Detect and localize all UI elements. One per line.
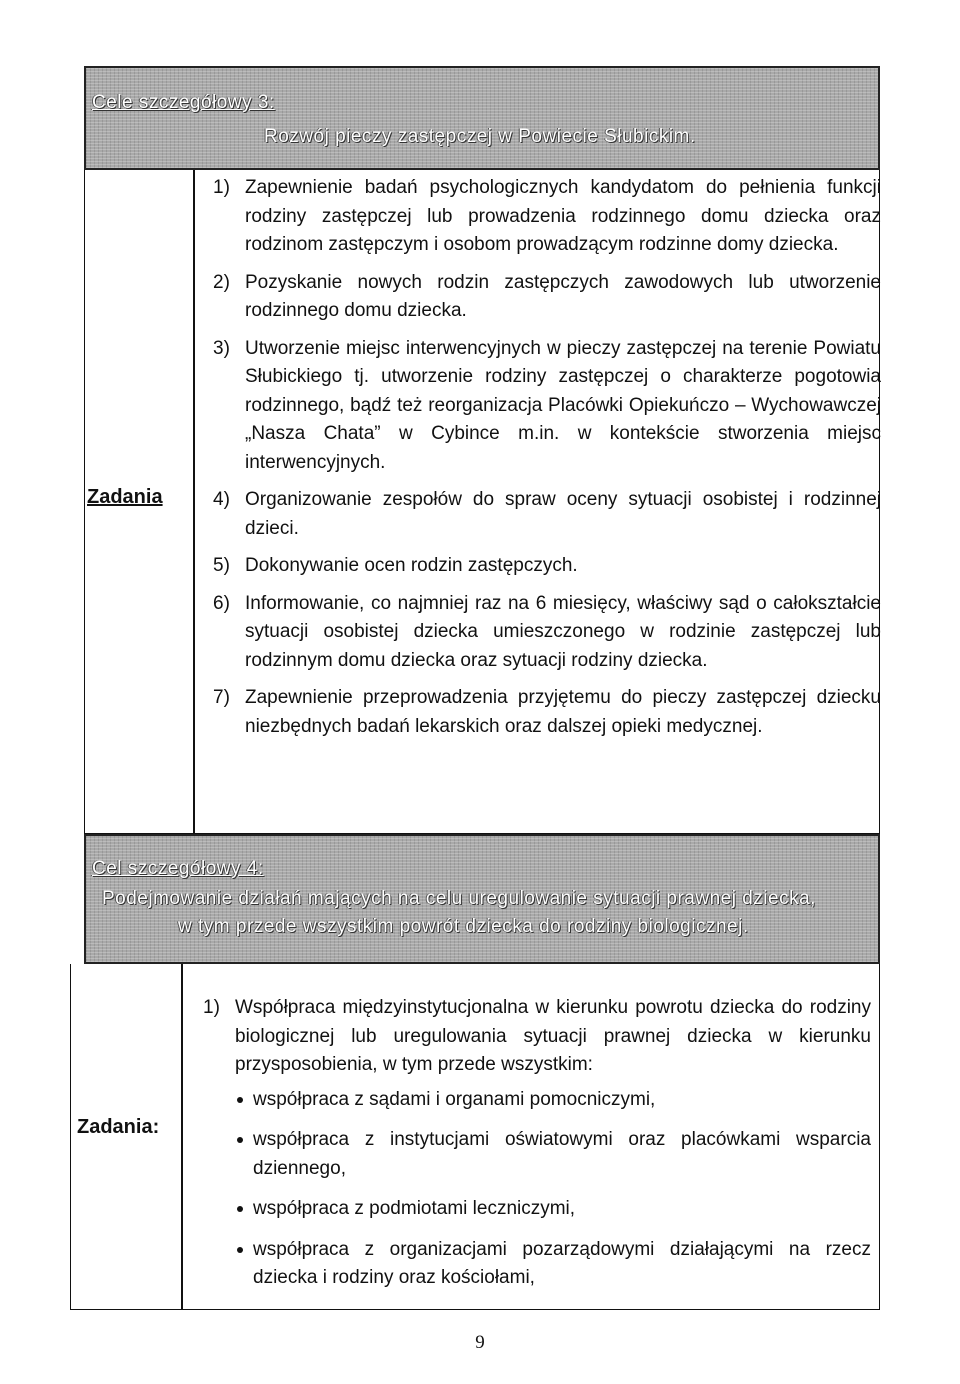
column-divider	[193, 170, 195, 833]
bullet-icon	[237, 1206, 243, 1212]
goal3-subtitle: Rozwój pieczy zastępczej w Powiecie Słubickim.	[264, 126, 696, 147]
task-item: 2) Pozyskanie nowych rodzin zastępczych zawodowych lub utworzenie rodzinnego domu dziecka.	[213, 271, 881, 321]
bullet-icon	[237, 1137, 243, 1143]
goal4-banner	[84, 834, 880, 964]
task-item: 7) Zapewnienie przeprowadzenia przyjętemu do pieczy zastępczej dziecku niezbędnych badań lekarskich oraz dalszej opieki medycznej.	[213, 687, 881, 737]
goal4-subtitle-line2: w tym przede wszystkim powrót dziecka do rodziny biologicznej.	[178, 916, 749, 937]
bullet-list	[235, 1086, 871, 1293]
bullet-item: współpraca z sądami i organami pomocniczymi,	[235, 1086, 871, 1115]
goal4-subtitle-line1: Podejmowanie działań mających na celu uregulowanie sytuacji prawnej dziecka,	[102, 888, 816, 909]
bullet-item: współpraca z podmiotami leczniczymi,	[235, 1195, 871, 1224]
task-item: 3) Utworzenie miejsc interwencyjnych w pieczy zastępczej na terenie Powiatu Słubickiego tj. utworzenie rodziny zastępczej o charakterze pogotowia rodzinnego, bądź też reorganizacja Placówki Opiekuńczo – Wychowawczej „Nasza Chata” w Cybince m.in. w kontekście stworzenia miejsc interwencyjnych.	[213, 337, 881, 473]
goal3-banner	[84, 66, 880, 170]
goal4-title: Cel szczegółowy 4:	[92, 858, 264, 879]
task-item: 4) Organizowanie zespołów do spraw oceny sytuacji osobistej i rodzinnej dzieci.	[213, 489, 881, 539]
task-item: 5) Dokonywanie ocen rodzin zastępczych.	[213, 555, 578, 576]
bullet-item: współpraca z organizacjami pozarządowymi działającymi na rzecz dziecka i rodziny oraz kościołami,	[235, 1236, 871, 1293]
tasks-label: Zadania	[87, 486, 163, 508]
task-item: 1) Współpraca międzyinstytucjonalna w kierunku powrotu dziecka do rodziny biologicznej lub uregulowania sytuacji prawnej dziecka w kierunku przysposobienia, w tym przede wszystkim: współpraca z sądami i organami pomocniczymi, współpraca z instytucjami oświatowymi oraz placówkami wsparcia dziennego, współpraca z podmiotami leczniczymi, współpraca z organizacjami pozarządowymi działającymi na rzecz dziecka i rodziny oraz kościołami,	[203, 994, 871, 1293]
tasks-label: Zadania:	[77, 1116, 160, 1138]
task-item: 1) Zapewnienie badań psychologicznych kandydatom do pełnienia funkcji rodziny zastępczej lub prowadzenia rodzinnego domu dziecka oraz rodzinom zastępczym i osobom prowadzącym rodzinne domy dziecka.	[213, 177, 881, 255]
goal4-task-list	[203, 994, 871, 1305]
column-divider	[181, 964, 183, 1309]
bullet-item: współpraca z instytucjami oświatowymi oraz placówkami wsparcia dziennego,	[235, 1126, 871, 1183]
goal3-title: Cele szczegółowy 3:	[92, 92, 275, 113]
bullet-icon	[237, 1097, 243, 1103]
task-item: 6) Informowanie, co najmniej raz na 6 miesięcy, właściwy sąd o całokształcie sytuacji osobistej dziecka umieszczonego w rodzinie zastępczej lub rodzinnym domu dziecka oraz sytuacji rodziny dziecka.	[213, 592, 881, 671]
goal3-tasks-table	[84, 170, 880, 834]
goal3-task-list	[213, 174, 881, 750]
goal4-tasks-table	[70, 964, 880, 1310]
page-number: 9	[475, 1332, 485, 1353]
bullet-icon	[237, 1247, 243, 1253]
